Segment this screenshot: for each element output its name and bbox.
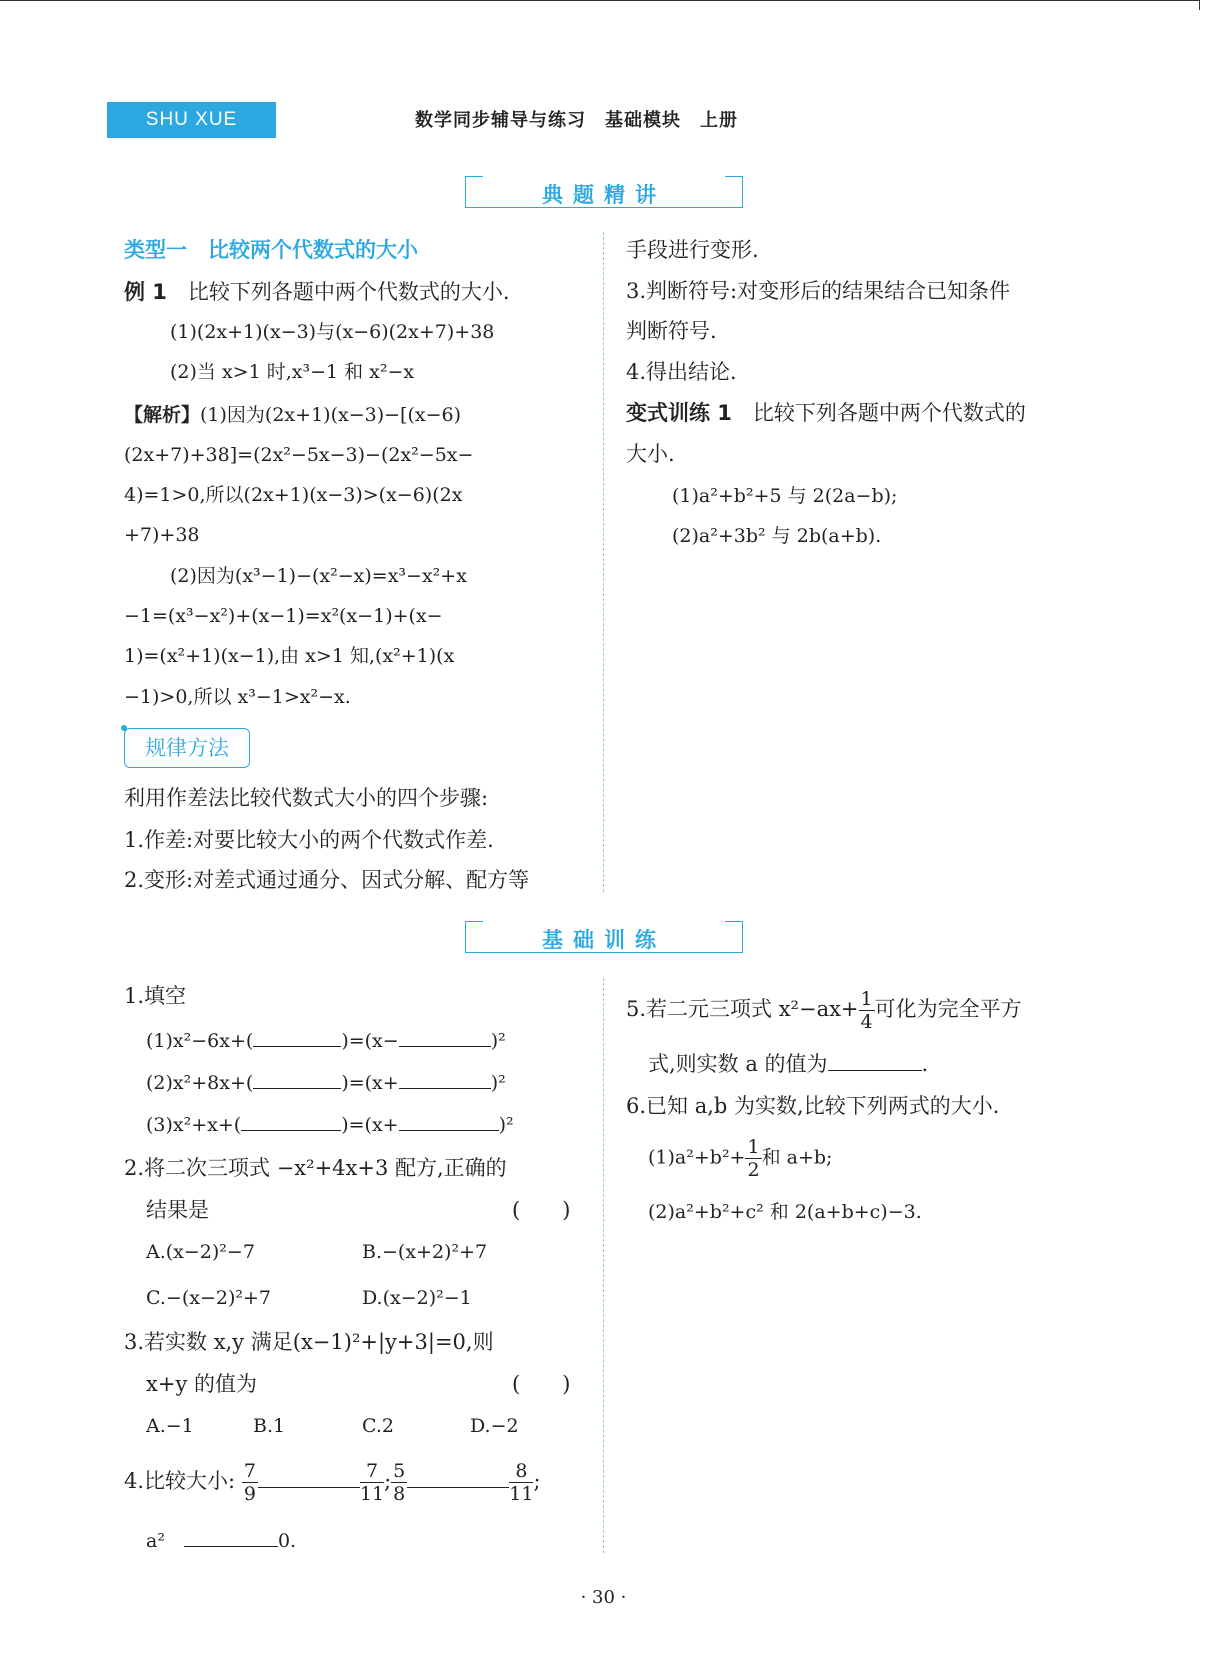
- solution-line2: (2x+7)+38]=(2x²−5x−3)−(2x²−5x−: [124, 444, 474, 466]
- solution-line7: 1)=(x²+1)(x−1),由 x>1 知,(x²+1)(x: [124, 645, 455, 667]
- example-1-part2: (2)当 x>1 时,x³−1 和 x²−x: [170, 361, 415, 383]
- page-number: · 30 ·: [580, 1587, 627, 1608]
- q2-line2: 结果是: [146, 1198, 209, 1222]
- q3-line1: 3.若实数 x,y 满足(x−1)²+|y+3|=0,则: [124, 1330, 494, 1354]
- book-title: 数学同步辅导与练习 基础模块 上册: [415, 110, 738, 131]
- right-border-tick: [1199, 0, 1200, 10]
- blank[interactable]: [184, 1520, 278, 1547]
- q2-option-d[interactable]: D.(x−2)²−1: [362, 1287, 472, 1309]
- section-header-examples: [465, 176, 743, 208]
- q2-answer-paren[interactable]: ( ): [512, 1198, 571, 1222]
- q1-row1: (1)x²−6x+( )=(x− )²: [146, 1020, 506, 1061]
- method-line3: 2.变形:对差式通过通分、因式分解、配方等: [124, 868, 530, 892]
- q2-line1: 2.将二次三项式 −x²+4x+3 配方,正确的: [124, 1156, 507, 1180]
- solution-line3: 4)=1>0,所以(2x+1)(x−3)>(x−6)(2x: [124, 484, 463, 506]
- blank[interactable]: [399, 1062, 491, 1089]
- variation-1-part1: (1)a²+b²+5 与 2(2a−b);: [672, 485, 898, 507]
- solution-line8: −1)>0,所以 x³−1>x²−x.: [124, 686, 351, 708]
- method-line2: 1.作差:对要比较大小的两个代数式作差.: [124, 828, 494, 852]
- solution-line1: 【解析】(1)因为(2x+1)(x−3)−[(x−6): [124, 404, 461, 426]
- q5-line2: 式,则实数 a 的值为 .: [648, 1044, 928, 1084]
- blank[interactable]: [407, 1461, 509, 1488]
- variation-1-cont: 大小.: [626, 442, 675, 466]
- blank[interactable]: [399, 1020, 491, 1047]
- column-divider-2: [603, 978, 604, 1553]
- blank[interactable]: [241, 1104, 341, 1131]
- q6-part1: (1)a²+b²+ $\frac{1}{2}$ 和 a+b;: [648, 1136, 833, 1181]
- variation-1: 变式训练 1 比较下列各题中两个代数式的: [626, 401, 1026, 425]
- q1-title: 1.填空: [124, 984, 187, 1008]
- q4-line2: a² 0.: [146, 1520, 296, 1561]
- q1-row2: (2)x²+8x+( )=(x+ )²: [146, 1062, 506, 1103]
- q3-line2: x+y 的值为: [146, 1372, 257, 1396]
- type-heading: 类型一 比较两个代数式的大小: [124, 238, 418, 262]
- column-divider: [603, 232, 604, 892]
- q4-line1: 4.比较大小: $\frac{7}{9}$ $\frac{7}{11}$ ; $\frac{5}{8}$ $\frac{8}{11}$ ;: [124, 1460, 541, 1505]
- method-line7: 4.得出结论.: [626, 360, 737, 384]
- fraction: $\frac{7}{9}$: [243, 1460, 256, 1505]
- method-line1: 利用作差法比较代数式大小的四个步骤:: [124, 786, 489, 810]
- blank[interactable]: [253, 1062, 341, 1089]
- method-box-title: 规律方法: [124, 728, 250, 768]
- q3-answer-paren[interactable]: ( ): [512, 1372, 571, 1396]
- method-line4: 手段进行变形.: [626, 238, 759, 262]
- fraction: $\frac{1}{4}$: [860, 988, 873, 1033]
- q2-option-b[interactable]: B.−(x+2)²+7: [362, 1241, 488, 1263]
- method-line6: 判断符号.: [626, 319, 717, 343]
- q2-option-a[interactable]: A.(x−2)²−7: [146, 1241, 255, 1263]
- blank[interactable]: [828, 1044, 922, 1071]
- subject-tag: SHU XUE: [107, 102, 276, 138]
- section-title: 基础训练: [542, 928, 666, 952]
- section-header-basic-training: [465, 921, 743, 953]
- q5-line1: 5.若二元三项式 x²−ax+ $\frac{1}{4}$ 可化为完全平方: [626, 988, 1022, 1033]
- blank[interactable]: [253, 1020, 341, 1047]
- q1-row3: (3)x²+x+( )=(x+ )²: [146, 1104, 514, 1145]
- q6-line1: 6.已知 a,b 为实数,比较下列两式的大小.: [626, 1094, 1000, 1118]
- solution-line5: (2)因为(x³−1)−(x²−x)=x³−x²+x: [170, 565, 467, 587]
- blank[interactable]: [258, 1461, 360, 1488]
- fraction: $\frac{8}{11}$: [509, 1460, 534, 1505]
- q2-option-c[interactable]: C.−(x−2)²+7: [146, 1287, 271, 1309]
- q3-option-a[interactable]: A.−1: [146, 1415, 194, 1437]
- example-1: 例 1 比较下列各题中两个代数式的大小.: [124, 280, 510, 304]
- example-1-part1: (1)(2x+1)(x−3)与(x−6)(2x+7)+38: [170, 321, 495, 343]
- fraction: $\frac{5}{8}$: [393, 1460, 406, 1505]
- variation-1-part2: (2)a²+3b² 与 2b(a+b).: [672, 525, 882, 547]
- q3-option-c[interactable]: C.2: [362, 1415, 394, 1437]
- fraction: $\frac{7}{11}$: [359, 1460, 385, 1505]
- blank[interactable]: [399, 1104, 499, 1131]
- q3-option-b[interactable]: B.1: [253, 1415, 286, 1437]
- solution-line4: +7)+38: [124, 524, 200, 546]
- q3-option-d[interactable]: D.−2: [470, 1415, 519, 1437]
- method-line5: 3.判断符号:对变形后的结果结合已知条件: [626, 279, 1011, 303]
- top-border: [0, 0, 1199, 1]
- solution-line6: −1=(x³−x²)+(x−1)=x²(x−1)+(x−: [124, 605, 443, 627]
- q6-part2: (2)a²+b²+c² 和 2(a+b+c)−3.: [648, 1201, 922, 1223]
- section-title: 典题精讲: [542, 183, 666, 207]
- fraction: $\frac{1}{2}$: [747, 1136, 760, 1181]
